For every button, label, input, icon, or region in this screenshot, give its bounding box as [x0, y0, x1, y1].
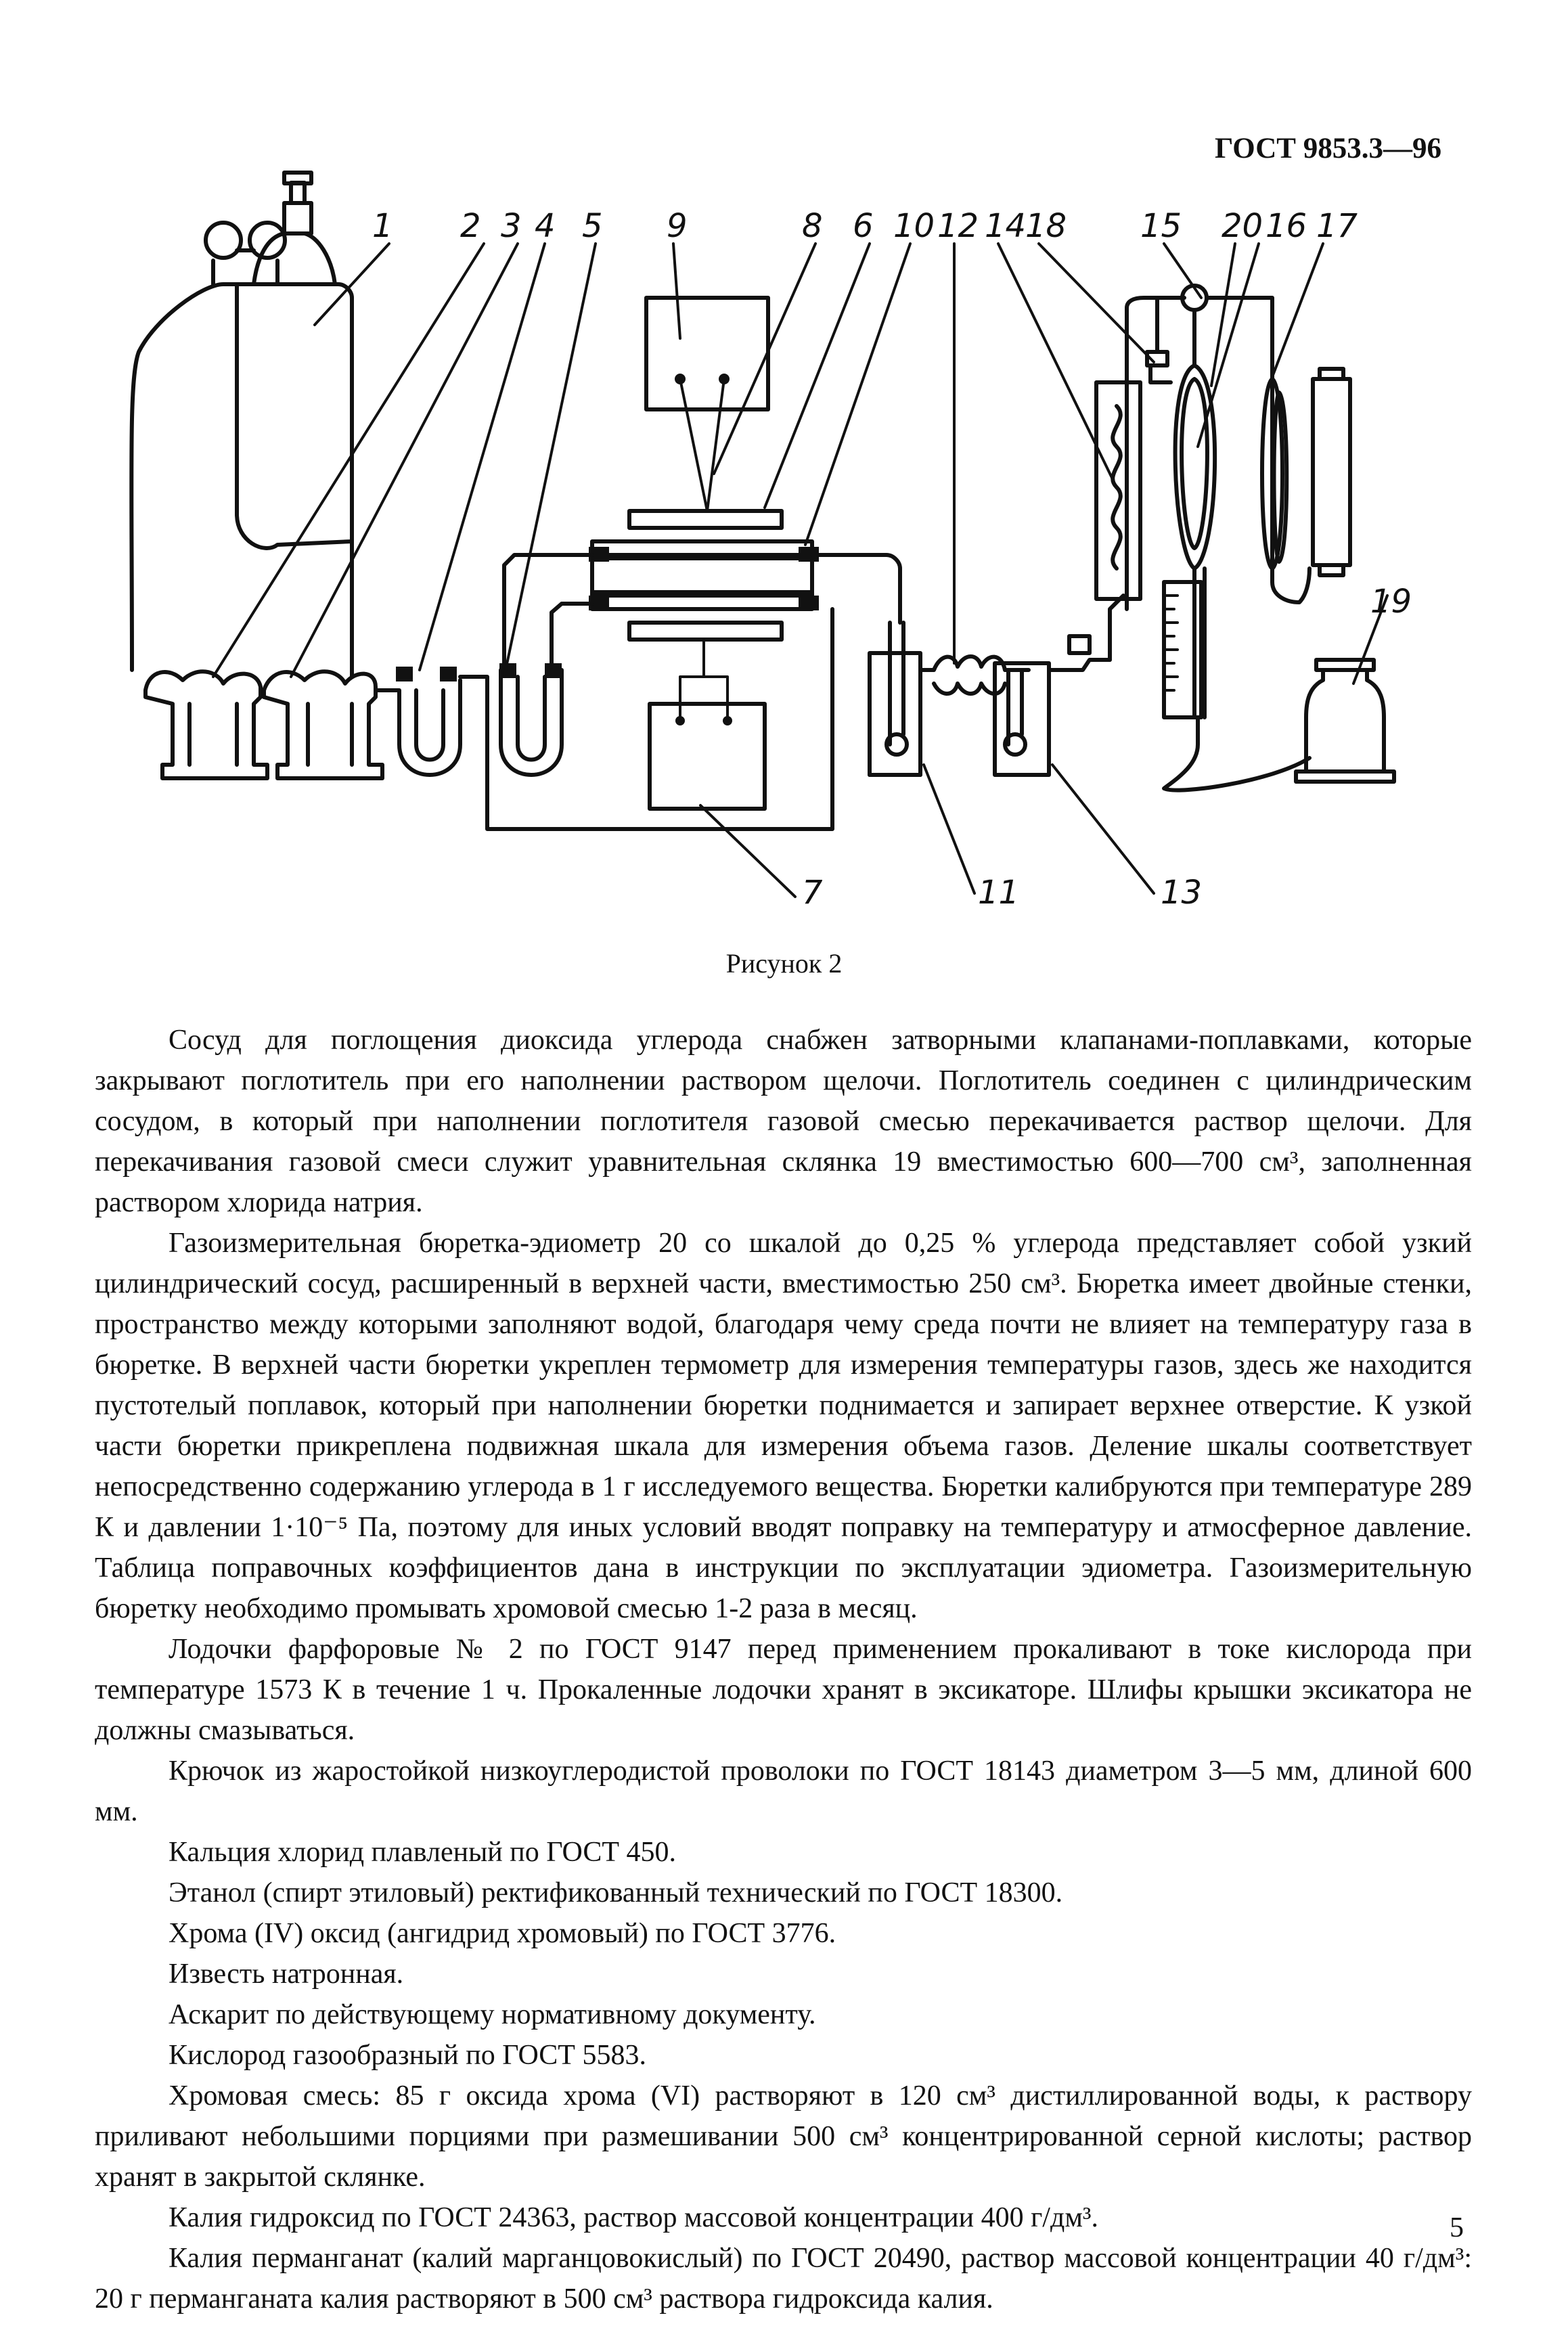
- leveling-bottle: [1296, 660, 1394, 782]
- drying-towers: [145, 671, 382, 778]
- document-number-header: ГОСТ 9853.3—96: [1215, 133, 1441, 164]
- label-19: 19: [1370, 583, 1412, 621]
- absorbers: [870, 596, 1123, 775]
- label-4: 4: [535, 207, 556, 245]
- paragraph: Газоизмерительная бюретка-эдиометр 20 со шкалой до 0,25 % углерода представляет собой узкий цилиндрический сосуд, расширенный в верхней части, вместимостью 250 см³. Бюретка имеет двойные стенки, пространство между которыми заполняют водой, благодаря чему среда почти не влияет на температуру газа в бюретке. В верхней части бюретки укреплен термометр для измерения температуры газов, здесь же находится пустотелый поплавок, который при наполнении бюретки поднимается и запирает верхнее отверстие. К узкой части бюретки прикреплена подвижная шкала для измерения объема газов. Деление шкалы соответствует непосредственно содержанию углерода в 1 г исследуемого вещества. Бюретки калибруются при температуре 289 К и давлении 1·10⁻⁵ Па, поэтому для иных условий вводят поправку на температуру и атмосферное давление. Таблица поправочных коэффициентов дана в инструкции по эксплуатации эдиометра. Газоизмерительную бюретку необходимо промывать хромовой смесью 1-2 раза в месяц.: [95, 1228, 1472, 1624]
- paragraph: Аскарит по действующему нормативному документу.: [169, 1999, 816, 2030]
- paragraph: Калия гидроксид по ГОСТ 24363, раствор массовой концентрации 400 г/дм³.: [169, 2202, 1099, 2233]
- paragraph: Кислород газообразный по ГОСТ 5583.: [169, 2040, 646, 2071]
- label-13: 13: [1161, 874, 1203, 912]
- paragraph: Крючок из жаростойкой низкоуглеродистой проволоки по ГОСТ 18143 диаметром 3—5 мм, длиной 600 мм.: [95, 1756, 1472, 1827]
- apparatus-diagram: [0, 0, 1568, 934]
- label-5: 5: [582, 207, 603, 245]
- label-3: 3: [501, 207, 522, 245]
- paragraph: Калия перманганат (калий марганцовокислый) по ГОСТ 20490, раствор массовой концентрации 40 г/дм³: 20 г перманганата калия растворяют в 500 см³ раствора гидроксида калия.: [95, 2243, 1472, 2315]
- label-7: 7: [802, 874, 823, 912]
- paragraph: Кальция хлорид плавленый по ГОСТ 450.: [169, 1837, 677, 1868]
- label-2: 2: [460, 207, 481, 245]
- label-9: 9: [667, 207, 688, 245]
- paragraph: Лодочки фарфоровые № 2 по ГОСТ 9147 перед применением прокаливают в токе кислорода при температуре 1573 К в течение 1 ч. Прокаленные лодочки хранят в эксикаторе. Шлифы крышки эксикатора не должны смазываться.: [95, 1634, 1472, 1746]
- leader-lines: [213, 244, 1387, 897]
- label-14: 14: [985, 207, 1027, 245]
- page-number: 5: [1450, 2212, 1464, 2243]
- body-text: [95, 1020, 1472, 2319]
- paragraph: Этанол (спирт этиловый) ректификованный технический по ГОСТ 18300.: [169, 1877, 1063, 1908]
- label-6: 6: [853, 207, 874, 245]
- label-15: 15: [1140, 207, 1182, 245]
- label-8: 8: [802, 207, 823, 245]
- label-1: 1: [372, 207, 393, 245]
- label-11: 11: [978, 874, 1020, 912]
- label-20: 20: [1222, 207, 1263, 245]
- label-17: 17: [1316, 207, 1358, 245]
- paragraph: Известь натронная.: [169, 1959, 404, 1990]
- label-12: 12: [937, 207, 979, 245]
- paragraph: Хромовая смесь: 85 г оксида хрома (VI) растворяют в 120 см³ дистиллированной воды, к раствору приливают небольшими порциями при размешивании 500 см³ концентрированной серной кислоты; раствор хранят в закрытой склянке.: [95, 2080, 1472, 2193]
- label-18: 18: [1025, 207, 1067, 245]
- paragraph: Сосуд для поглощения диоксида углерода снабжен затворными клапанами-поплавками, которые закрывают поглотитель при его наполнении раствором щелочи. Поглотитель соединен с цилиндрическим сосудом, в который при наполнении поглотителя газовой смесью перекачивается раствор щелочи. Для перекачивания газовой смеси служит уравнительная склянка 19 вместимостью 600—700 см³, заполненная раствором хлорида натрия.: [95, 1025, 1472, 1218]
- label-16: 16: [1265, 207, 1307, 245]
- oxygen-cylinder: [131, 173, 352, 677]
- figure-caption: Рисунок 2: [725, 948, 843, 979]
- label-10: 10: [893, 207, 935, 245]
- paragraph: Хрома (IV) оксид (ангидрид хромовый) по ГОСТ 3776.: [169, 1918, 836, 1949]
